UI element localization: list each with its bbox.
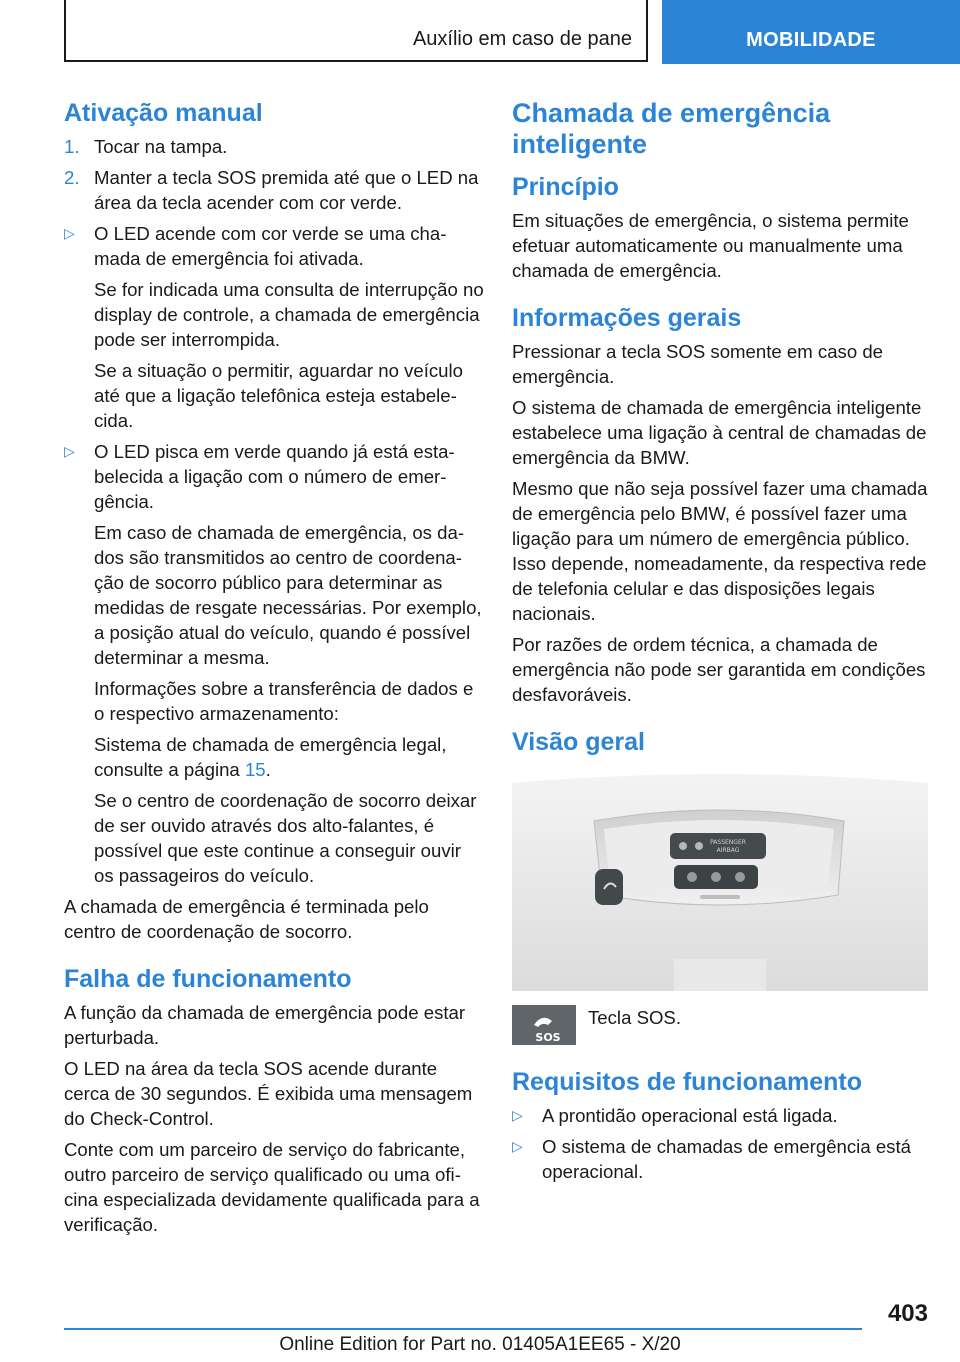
step-number: 1. (64, 136, 80, 157)
heading-informacoes-gerais: Informações gerais (512, 304, 742, 332)
paragraph: Em caso de chamada de emergência, os dados são transmitidos ao centro de coordenação de socorro público para determinar as medidas de resgate necessárias. Por exemplo, a posição atual do veículo, quando é possível determinar a mesma. (94, 522, 482, 668)
passenger-airbag-label: AIRBAG (716, 847, 740, 854)
paragraph-end: . (265, 759, 271, 780)
paragraph: Se o centro de coordenação de socorro deixar de ser ouvido através dos alto-falantes, é possível que este continue a conseguir ouvir os passageiros do veículo. (94, 790, 477, 886)
heading-visao-geral: Visão geral (512, 728, 645, 756)
right-column (512, 98, 932, 1190)
paragraph: A chamada de emergência é terminada pelo centro de coordenação de socorro. (64, 896, 429, 942)
sos-button (595, 869, 623, 905)
bullet-requirement (512, 1103, 932, 1128)
step-1 (64, 134, 484, 159)
bullet-text: A prontidão operacional está ligada. (542, 1105, 838, 1126)
paragraph: Pressionar a tecla SOS somente em caso de emergência. (512, 341, 884, 387)
paragraph: Se for indicada uma consulta de interrupção no display de controle, a chamada de emergência pode ser interrompida. (94, 279, 484, 350)
paragraph-with-link (94, 732, 484, 782)
triangle-bullet-icon: ▷ (512, 1107, 523, 1123)
heading-ativacao-manual: Ativação manual (64, 99, 263, 127)
heading-principio: Princípio (512, 173, 619, 201)
paragraph: Mesmo que não seja possível fazer uma chamada de emergência pelo BMW, é possível fazer uma ligação para um número de emergência público. Isso depende, nomeadamente, da respectiva rede de telefonia celular e das disposições legais nacionais. (512, 478, 928, 624)
sos-icon-label: SOS (535, 1031, 561, 1044)
bullet-text: O sistema de chamadas de emergência está operacional. (542, 1136, 911, 1182)
step-number: 2. (64, 167, 80, 188)
step-text: Tocar na tampa. (94, 136, 228, 157)
heading-requisitos: Requisitos de funcionamento (512, 1068, 863, 1096)
bullet-led-green (64, 221, 484, 271)
paragraph: Em situações de emergência, o sistema permite efetuar automaticamente ou manualmente uma chamada de emergência. (512, 210, 909, 281)
bullet-text: O LED acende com cor verde se uma chamada de emergência foi ativada. (94, 223, 447, 269)
triangle-bullet-icon: ▷ (512, 1138, 523, 1154)
overhead-console-photo (512, 769, 928, 991)
paragraph: A função da chamada de emergência pode estar perturbada. (64, 1002, 466, 1048)
header-chapter-tab: MOBILIDADE (662, 0, 960, 64)
sos-key-legend (512, 1005, 932, 1045)
bullet-text: O LED pisca em verde quando já está estabelecida a ligação com o número de emergência. (94, 441, 455, 512)
footer-edition: Online Edition for Part no. 01405A1EE65 - X/20 (279, 1334, 681, 1355)
heading-chamada-inteligente: Chamada de emergência inteligente (512, 98, 831, 159)
step-text: Manter a tecla SOS premida até que o LED na área da tecla acender com cor verde. (94, 167, 479, 213)
sos-key-caption: Tecla SOS. (588, 1007, 682, 1028)
paragraph: O LED na área da tecla SOS acende durante cerca de 30 segundos. É exibida uma mensagem do Check-Control. (64, 1058, 473, 1129)
paragraph-text: Sistema de chamada de emergência legal, consulte a página (94, 734, 447, 780)
triangle-bullet-icon: ▷ (64, 443, 75, 459)
sos-key-icon (512, 1005, 576, 1045)
paragraph: Por razões de ordem técnica, a chamada de emergência não pode ser garantida em condições desfavoráveis. (512, 634, 926, 705)
page-reference-link[interactable]: 15 (244, 759, 266, 780)
paragraph: Informações sobre a transferência de dados e o respectivo armazenamento: (94, 678, 474, 724)
paragraph: Se a situação o permitir, aguardar no veículo até que a ligação telefônica esteja estabelecida. (94, 360, 463, 431)
passenger-airbag-label: PASSENGER (710, 839, 746, 846)
bullet-requirement (512, 1134, 932, 1184)
page-number: 403 (887, 1300, 928, 1327)
header-section-title: Auxílio em caso de pane (412, 28, 632, 50)
paragraph: Conte com um parceiro de serviço do fabricante, outro parceiro de serviço qualificado ou uma oficina especializada devidamente qualificada para a verificação. (64, 1139, 480, 1235)
triangle-bullet-icon: ▷ (64, 225, 75, 241)
bullet-led-flash (64, 439, 484, 514)
step-2 (64, 165, 484, 215)
footer-rule (64, 1328, 862, 1330)
header-section-box (64, 0, 648, 62)
left-column (64, 98, 484, 1243)
paragraph: O sistema de chamada de emergência inteligente estabelece uma ligação à central de chamadas de emergência da BMW. (512, 397, 927, 468)
heading-falha: Falha de funcionamento (64, 965, 352, 993)
